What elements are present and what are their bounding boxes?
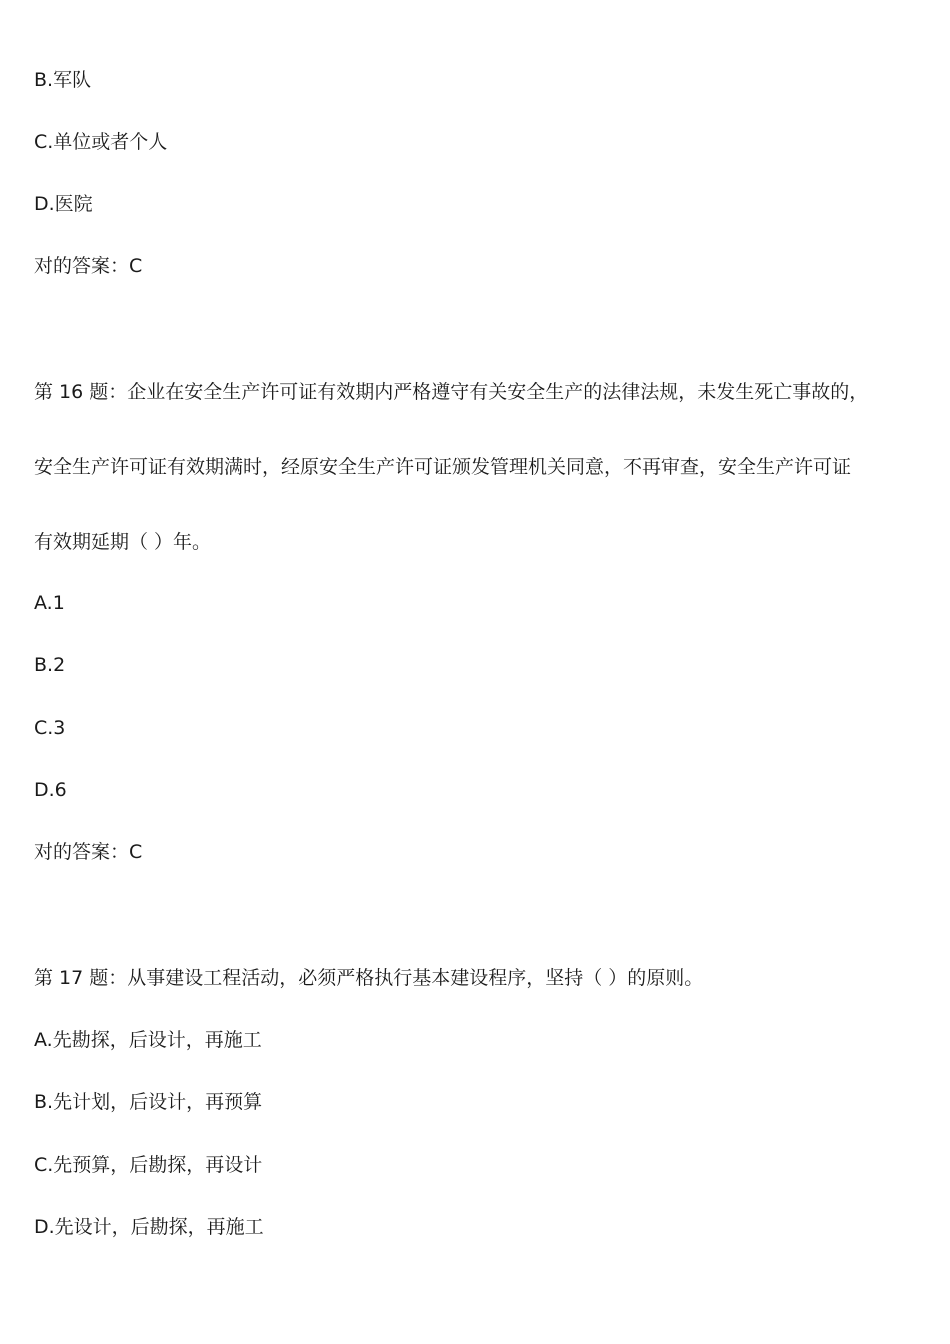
q15-option-c: C.单位或者个人 xyxy=(34,131,168,153)
q16-option-d: D.6 xyxy=(34,779,67,801)
q17-option-c: C.先预算，后勘探，再设计 xyxy=(34,1154,263,1176)
q16-stem-line-2: 安全生产许可证有效期满时，经原安全生产许可证颁发管理机关同意，不再审查，安全生产许可证 xyxy=(34,456,852,478)
q16-option-a: A.1 xyxy=(34,592,65,614)
q17-option-b: B.先计划，后设计，再预算 xyxy=(34,1091,263,1113)
q16-option-b: B.2 xyxy=(34,654,66,676)
q15-option-b: B.军队 xyxy=(34,69,92,91)
q15-option-d: D.医院 xyxy=(34,193,93,215)
q17-option-d: D.先设计，后勘探，再施工 xyxy=(34,1216,264,1238)
q16-option-c: C.3 xyxy=(34,717,66,739)
q15-answer: 对的答案：C xyxy=(34,255,143,277)
q16-answer: 对的答案：C xyxy=(34,841,143,863)
q16-stem-line-1: 第 16 题：企业在安全生产许可证有效期内严格遵守有关安全生产的法律法规，未发生死亡事故的， xyxy=(34,381,869,403)
q17-stem: 第 17 题：从事建设工程活动，必须严格执行基本建设程序，坚持（ ）的原则。 xyxy=(34,967,704,989)
q17-option-a: A.先勘探，后设计，再施工 xyxy=(34,1029,262,1051)
q16-stem-line-3: 有效期延期（ ）年。 xyxy=(34,531,212,553)
